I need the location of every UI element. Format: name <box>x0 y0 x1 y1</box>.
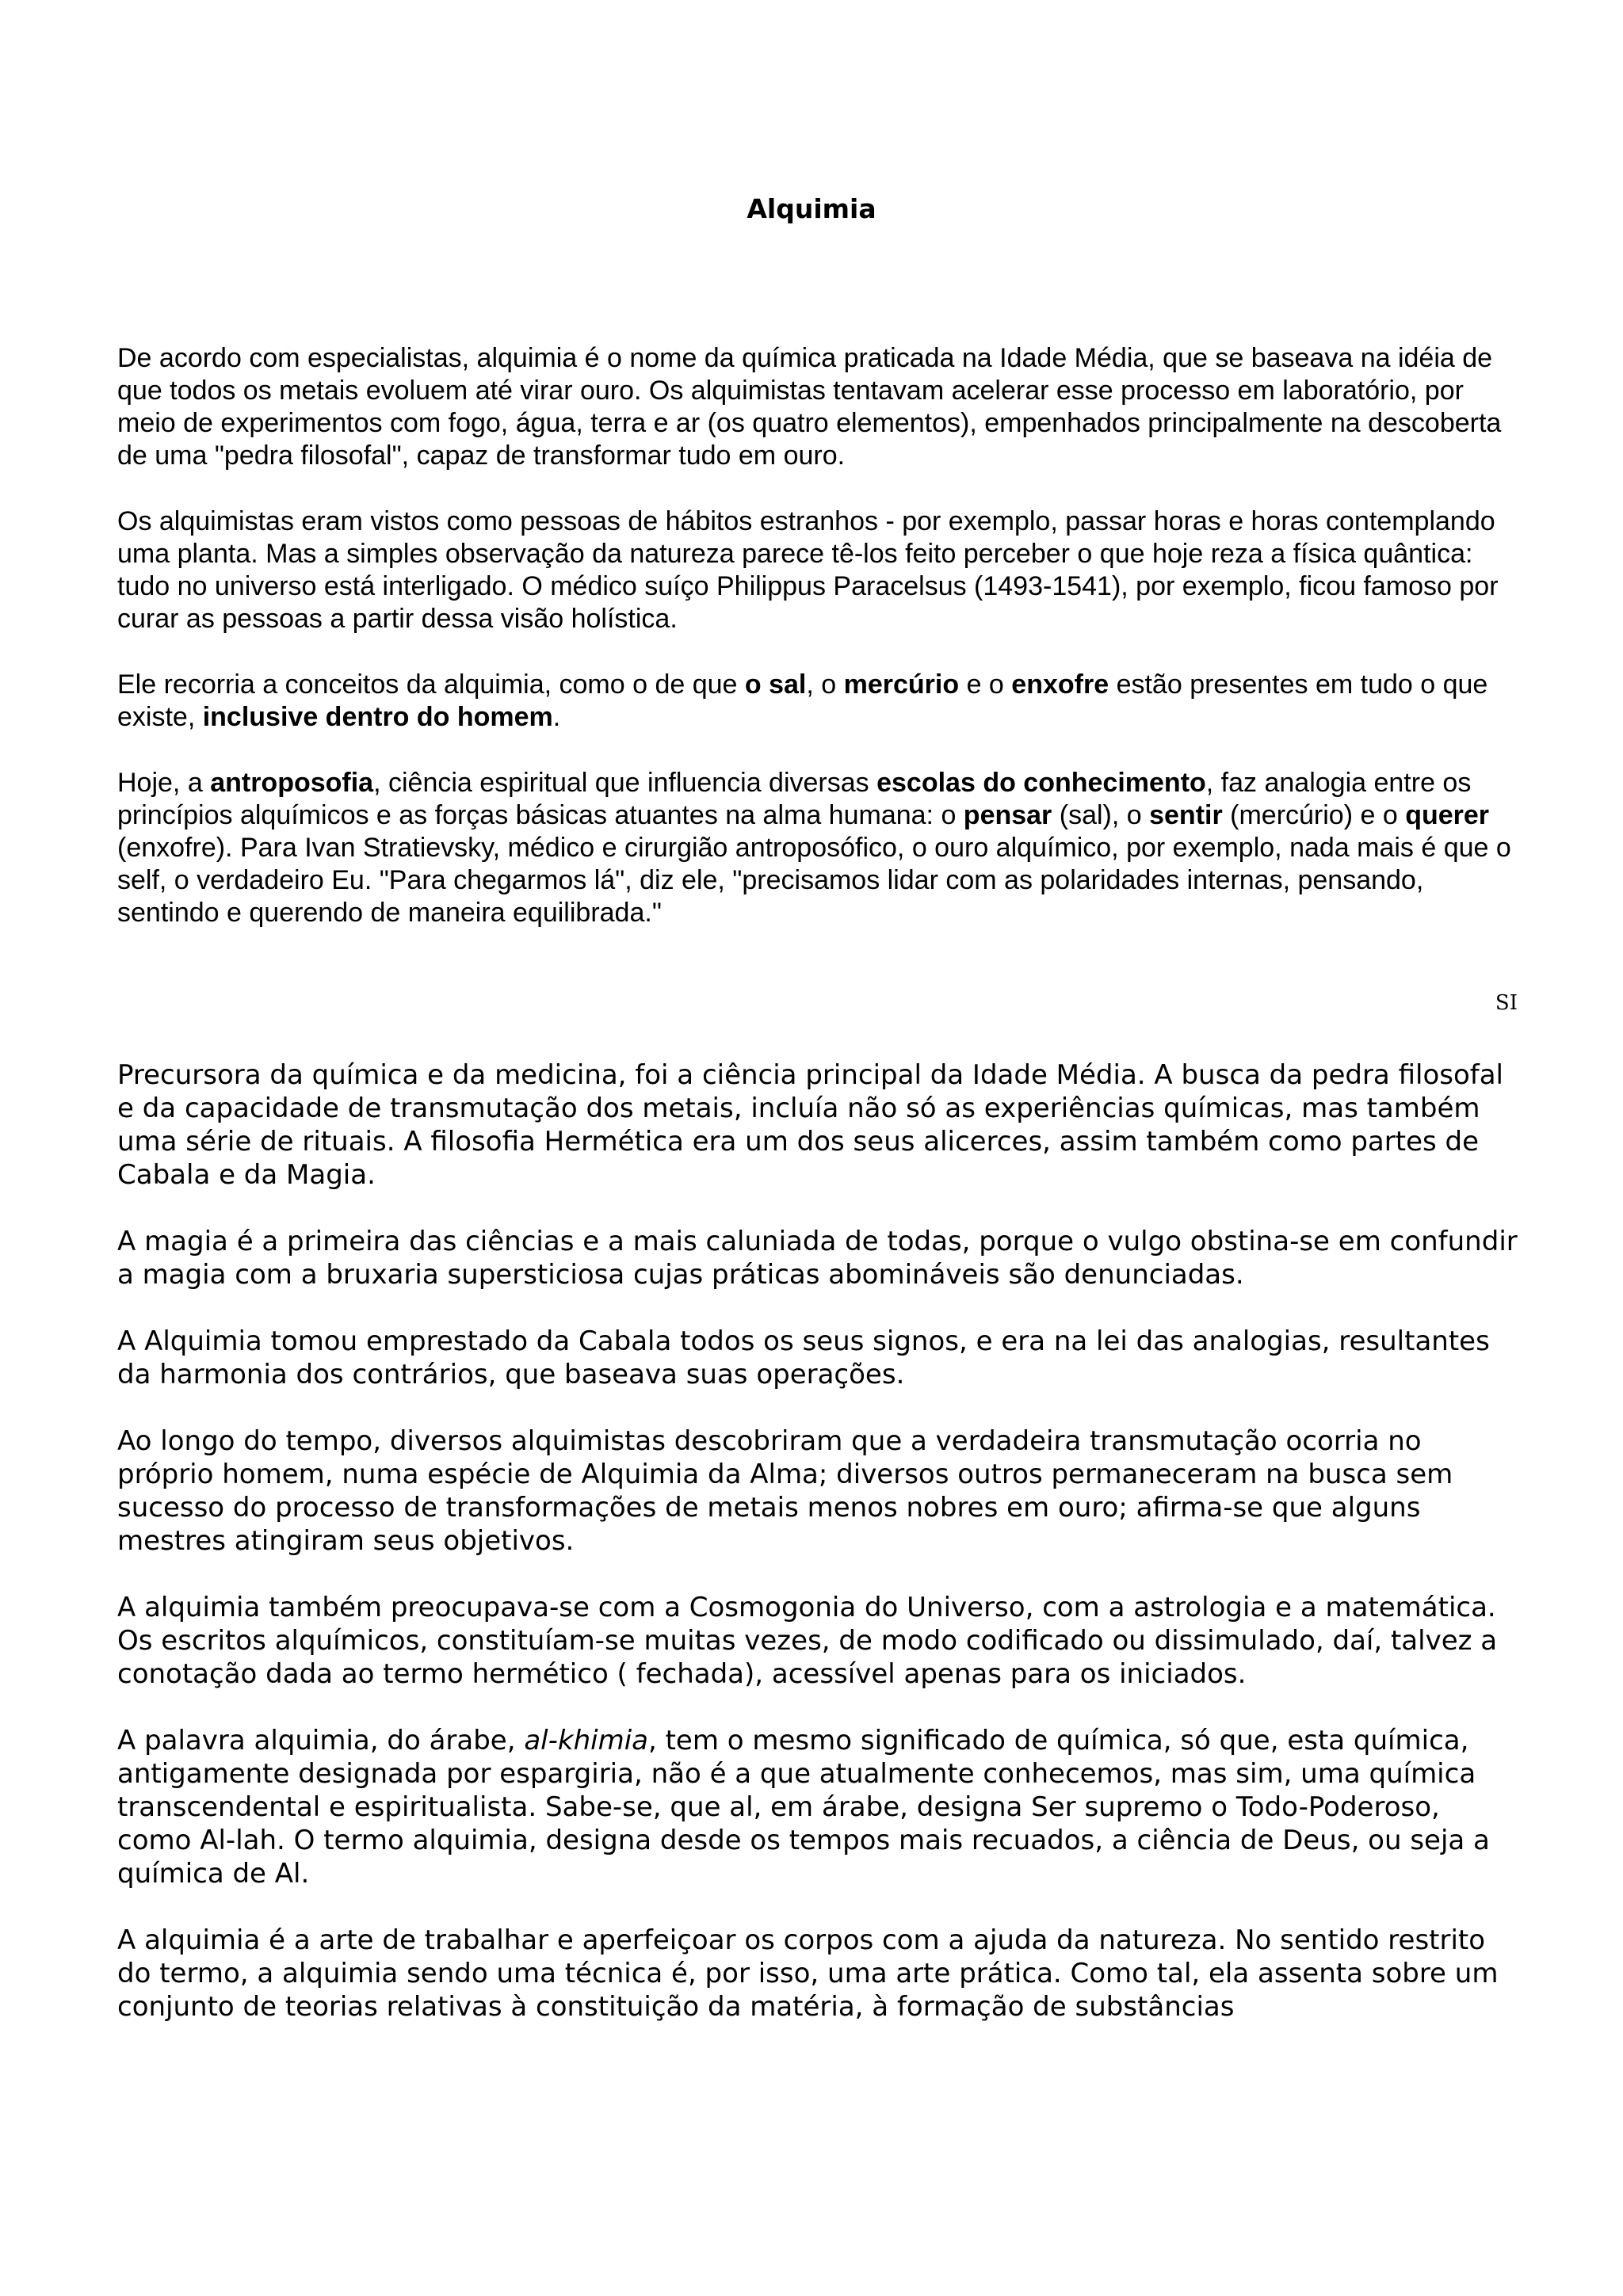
signature-initials: SI <box>1495 991 1518 1015</box>
paragraph: A alquimia é a arte de trabalhar e aperfeiçoar os corpos com a ajuda da natureza. No sentido restrito do termo, a alquimia sendo uma técnica é, por isso, uma arte prática. Como tal, ela assenta sobre um conjunto de teorias relativas à constituição da matéria, à formação de substâncias <box>117 1924 1499 2023</box>
paragraph: Ele recorria a conceitos da alquimia, como o de que o sal, o mercúrio e o enxofre estão presentes em tudo o que existe, inclusive dentro do homem. <box>117 669 1488 732</box>
section-news-excerpt <box>117 342 1520 963</box>
paragraph: Os alquimistas eram vistos como pessoas de hábitos estranhos - por exemplo, passar horas e horas contemplando uma planta. Mas a simples observação da natureza parece tê-los feito perceber o que hoje reza a física quântica: tudo no universo está interligado. O médico suíço Philippus Paracelsus (1493-1541), por exemplo, ficou famoso por curar as pessoas a partir dessa visão holística. <box>117 506 1499 634</box>
paragraph: A Alquimia tomou emprestado da Cabala todos os seus signos, e era na lei das analogias, resultantes da harmonia dos contrários, que baseava suas operações. <box>117 1325 1490 1390</box>
bold-term: querer <box>1405 800 1490 830</box>
paragraph: A magia é a primeira das ciências e a mais caluniada de todas, porque o vulgo obstina-se em confundir a magia com a bruxaria supersticiosa cujas práticas abomináveis são denunciadas. <box>117 1226 1518 1291</box>
bold-term: pensar <box>963 800 1052 830</box>
paragraph: Hoje, a antroposofia, ciência espiritual que influencia diversas escolas do conhecimento, faz analogia entre os princípios alquímicos e as forças básicas atuantes na alma humana: o pensar (sal), o sentir (mercúrio) e o querer (enxofre). Para Ivan Stratievsky, médico e cirurgião antroposófico, o ouro alquímico, por exemplo, nada mais é que o self, o verdadeiro Eu. "Para chegarmos lá", diz ele, "precisamos lidar com as polaridades internas, pensando, sentindo e querendo de maneira equilibrada." <box>117 768 1511 928</box>
paragraph: A alquimia também preocupava-se com a Cosmogonia do Universo, com a astrologia e a matemática. Os escritos alquímicos, constituíam-se muitas vezes, de modo codificado ou dissimulado, daí, talvez a conotação dada ao termo hermético ( fechada), acessível apenas para os iniciados. <box>117 1592 1498 1690</box>
paragraph: Ao longo do tempo, diversos alquimistas descobriram que a verdadeira transmutação ocorria no próprio homem, numa espécie de Alquimia da Alma; diversos outros permaneceram na busca sem sucesso do processo de transformações de metais menos nobres em ouro; afirma-se que alguns mestres atingiram seus objetivos. <box>117 1425 1453 1557</box>
italic-term: al-khimia <box>524 1725 648 1756</box>
bold-term: antroposofia <box>210 768 374 798</box>
paragraph: Precursora da química e da medicina, foi a ciência principal da Idade Média. A busca da pedra filosofal e da capacidade de transmutação dos metais, incluía não só as experiências químicas, mas também uma série de rituais. A filosofia Hermética era um dos seus alicerces, assim também como partes de Cabala e da Magia. <box>117 1059 1504 1191</box>
bold-term: mercúrio <box>843 669 960 700</box>
bold-term: o sal <box>744 669 807 700</box>
section-main-text <box>117 1058 1520 2057</box>
bold-term: escolas do conhecimento <box>876 768 1206 798</box>
bold-term: sentir <box>1149 800 1223 830</box>
paragraph: De acordo com especialistas, alquimia é o nome da química praticada na Idade Média, que se baseava na idéia de que todos os metais evoluem até virar ouro. Os alquimistas tentavam acelerar esse processo em laboratório, por meio de experimentos com fogo, água, terra e ar (os quatro elementos), empenhados principalmente na descoberta de uma "pedra filosofal", capaz de transformar tudo em ouro. <box>117 343 1502 471</box>
page-title: Alquimia <box>747 193 876 224</box>
bold-term: inclusive dentro do homem <box>202 702 553 732</box>
paragraph: A palavra alquimia, do árabe, al-khimia, tem o mesmo significado de química, só que, esta química, antigamente designada por espargiria, não é a que atualmente conhecemos, mas sim, uma química transcendental e espiritualista. Sabe-se, que al, em árabe, designa Ser supremo o Todo-Poderoso, como Al-lah. O termo alquimia, designa desde os tempos mais recuados, a ciência de Deus, ou seja a química de Al. <box>117 1725 1490 1890</box>
bold-term: enxofre <box>1011 669 1109 700</box>
